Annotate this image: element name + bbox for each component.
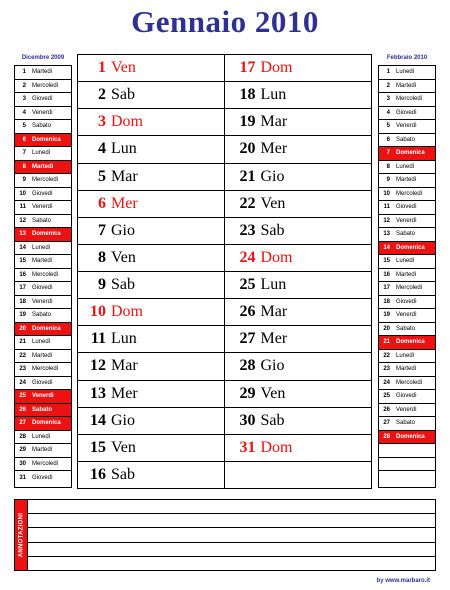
mini-day-row: [379, 215, 435, 229]
mini-day-row: [379, 174, 435, 188]
day-number: 2: [98, 86, 106, 104]
day-cell[interactable]: [225, 109, 372, 136]
month-grid: [77, 54, 372, 489]
mini-day-name: Martedì: [32, 163, 54, 170]
mini-day-name: Sabato: [396, 420, 416, 427]
notes-line[interactable]: [28, 543, 435, 557]
day-name: Sab: [111, 276, 135, 294]
day-name: Gio: [111, 411, 135, 429]
mini-day-row: [379, 363, 435, 377]
mini-day-row: [379, 458, 435, 472]
day-number: 8: [98, 248, 106, 266]
mini-day-row: [15, 296, 71, 310]
day-number: 5: [98, 167, 106, 185]
day-name: Dom: [260, 59, 293, 77]
mini-day-row: [15, 363, 71, 377]
mini-day-number: 1: [22, 69, 26, 76]
mini-day-number: 21: [19, 339, 26, 346]
notes-line[interactable]: [28, 528, 435, 542]
mini-day-number: 14: [383, 244, 390, 251]
day-cell[interactable]: [78, 272, 224, 299]
mini-day-row: [15, 66, 71, 80]
mini-day-row: [15, 201, 71, 215]
mini-day-number: 5: [22, 123, 26, 130]
mini-day-number: 7: [386, 150, 390, 157]
mini-day-number: 1: [386, 69, 390, 76]
mini-day-row: [379, 444, 435, 458]
mini-day-number: 8: [22, 163, 26, 170]
day-name: Ven: [260, 194, 286, 212]
day-name: Lun: [111, 140, 137, 158]
mini-day-name: Mercoledì: [396, 190, 423, 197]
mini-day-row: [15, 93, 71, 107]
day-cell[interactable]: [78, 136, 224, 163]
day-number: 21: [239, 167, 256, 185]
day-number: 7: [98, 221, 106, 239]
mini-day-name: Mercoledì: [32, 271, 59, 278]
day-name: Lun: [260, 86, 287, 104]
credit-link[interactable]: by www.marbaro.it: [376, 578, 430, 584]
mini-day-name: Mercoledì: [396, 379, 423, 386]
mini-day-name: Domenica: [396, 433, 425, 440]
day-cell[interactable]: [225, 218, 372, 245]
mini-day-name: Sabato: [32, 217, 52, 224]
mini-day-number: 6: [386, 136, 390, 143]
mini-day-name: Lunedì: [396, 352, 415, 359]
mini-day-row: [379, 201, 435, 215]
day-cell[interactable]: [225, 299, 372, 326]
mini-day-name: Martedì: [32, 69, 53, 76]
mini-day-number: 23: [19, 366, 26, 373]
mini-day-name: Venerdì: [396, 123, 417, 130]
day-number: 16: [90, 465, 106, 483]
mini-day-name: Mercoledì: [32, 366, 59, 373]
mini-day-name: Mercoledì: [32, 82, 59, 89]
day-name: Sab: [260, 221, 285, 239]
mini-day-name: Martedì: [32, 258, 53, 265]
mini-day-number: 15: [19, 258, 26, 265]
next-month-label: Febbraio 2010: [386, 55, 428, 61]
mini-day-number: 10: [383, 190, 390, 197]
mini-day-name: Lunedì: [396, 163, 415, 170]
mini-day-name: Venerdì: [396, 312, 417, 319]
mini-day-name: Martedì: [396, 177, 417, 184]
mini-day-name: Domenica: [32, 136, 61, 143]
day-cell[interactable]: [78, 109, 224, 136]
mini-day-number: 20: [383, 325, 390, 332]
day-name: Gio: [260, 167, 285, 185]
mini-day-number: 7: [22, 150, 26, 157]
day-cell[interactable]: [78, 218, 224, 245]
day-number: 12: [90, 357, 106, 375]
prev-month-label: Dicembre 2009: [21, 55, 65, 61]
mini-day-row: [379, 147, 435, 161]
day-cell[interactable]: [225, 272, 372, 299]
mini-day-number: 12: [383, 217, 390, 224]
mini-day-name: Domenica: [32, 231, 61, 238]
mini-day-name: Giovedì: [32, 96, 53, 103]
mini-day-number: 8: [386, 163, 390, 170]
day-name: Gio: [260, 357, 285, 375]
day-name: Ven: [111, 248, 136, 266]
mini-day-row: [379, 255, 435, 269]
mini-day-row: [379, 377, 435, 391]
mini-day-number: 5: [386, 123, 390, 130]
mini-day-row: [15, 228, 71, 242]
mini-day-name: Sabato: [32, 406, 53, 413]
mini-day-row: [15, 377, 71, 391]
mini-day-number: 29: [19, 447, 26, 454]
day-number: 18: [239, 86, 256, 104]
day-name: Mar: [111, 357, 138, 375]
day-name: Mar: [260, 303, 288, 321]
mini-day-name: Lunedì: [32, 433, 51, 440]
mini-day-row: [15, 336, 71, 350]
day-cell[interactable]: [225, 82, 372, 109]
mini-day-name: Domenica: [32, 325, 61, 332]
mini-day-name: Venerdì: [32, 298, 53, 305]
mini-day-name: Giovedì: [32, 474, 53, 481]
day-number: 15: [90, 438, 106, 456]
day-name: Dom: [260, 438, 293, 456]
mini-day-number: 3: [386, 96, 390, 103]
day-number: 13: [90, 384, 106, 402]
mini-day-number: 18: [383, 298, 390, 305]
day-cell[interactable]: [225, 435, 372, 462]
mini-day-number: 25: [19, 393, 26, 400]
day-number: 20: [239, 140, 256, 158]
mini-day-number: 22: [383, 352, 390, 359]
mini-day-number: 2: [386, 82, 390, 89]
day-name: Ven: [111, 59, 136, 77]
day-cell[interactable]: [225, 245, 372, 272]
mini-day-row: [15, 390, 71, 404]
day-name: Sab: [111, 465, 135, 483]
mini-day-name: Giovedì: [396, 393, 417, 400]
mini-day-name: Martedì: [396, 82, 417, 89]
mini-day-name: Domenica: [32, 420, 61, 427]
notes-lines: [28, 500, 435, 570]
mini-day-row: [379, 66, 435, 80]
mini-day-row: [379, 161, 435, 175]
notes-line[interactable]: [28, 557, 435, 570]
day-name: Dom: [260, 248, 293, 266]
mini-day-number: 13: [383, 231, 390, 238]
day-name: Sab: [111, 86, 135, 104]
mini-day-name: Domenica: [396, 339, 425, 346]
mini-day-number: 31: [19, 474, 26, 481]
mini-day-number: 19: [383, 312, 390, 319]
mini-day-number: 26: [19, 406, 26, 413]
mini-day-row: [379, 80, 435, 94]
mini-day-number: 14: [19, 244, 26, 251]
mini-day-number: 18: [19, 298, 26, 305]
mini-day-name: Giovedì: [396, 204, 417, 211]
day-number: 4: [98, 140, 106, 158]
day-number: 28: [239, 357, 256, 375]
mini-day-number: 22: [19, 352, 26, 359]
mini-day-row: [15, 188, 71, 202]
mini-day-number: 13: [19, 231, 26, 238]
day-name: Lun: [111, 330, 137, 348]
mini-day-name: Lunedì: [396, 258, 415, 265]
mini-day-name: Venerdì: [396, 406, 417, 413]
mini-day-number: 21: [383, 339, 390, 346]
mini-day-row: [15, 309, 71, 323]
mini-day-name: Venerdì: [396, 217, 417, 224]
day-name: Dom: [111, 113, 143, 131]
mini-day-row: [15, 161, 71, 175]
mini-day-row: [15, 174, 71, 188]
day-cell[interactable]: [78, 462, 224, 488]
mini-day-name: Sabato: [32, 123, 52, 130]
mini-day-name: Lunedì: [32, 244, 51, 251]
mini-day-row: [15, 350, 71, 364]
mini-day-number: 28: [19, 433, 26, 440]
day-cell[interactable]: [78, 245, 224, 272]
mini-day-number: 15: [383, 258, 390, 265]
day-number: 14: [90, 411, 106, 429]
day-cell[interactable]: [225, 381, 372, 408]
notes-tab: [15, 500, 28, 570]
mini-day-row: [379, 404, 435, 418]
day-cell[interactable]: [225, 353, 372, 380]
day-name: Mer: [111, 194, 138, 212]
mini-day-row: [379, 296, 435, 310]
mini-day-number: 2: [22, 82, 26, 89]
mini-day-row: [15, 404, 71, 418]
mini-day-name: Sabato: [396, 325, 416, 332]
mini-day-number: 11: [19, 204, 26, 211]
mini-day-number: 9: [386, 177, 390, 184]
mini-day-number: 19: [19, 312, 26, 319]
mini-day-row: [379, 120, 435, 134]
mini-day-row: [379, 107, 435, 121]
day-cell[interactable]: [78, 191, 224, 218]
mini-day-row: [15, 147, 71, 161]
mini-day-name: Giovedì: [396, 109, 417, 116]
day-name: Gio: [111, 221, 135, 239]
notes-box: [14, 499, 436, 571]
day-cell[interactable]: [78, 299, 224, 326]
day-cell[interactable]: [78, 435, 224, 462]
day-cell[interactable]: [78, 55, 224, 82]
mini-day-name: Sabato: [32, 312, 52, 319]
mini-day-row: [379, 471, 435, 485]
notes-line[interactable]: [28, 500, 435, 514]
mini-day-row: [15, 444, 71, 458]
mini-day-number: 6: [22, 136, 26, 143]
mini-day-name: Sabato: [396, 136, 416, 143]
day-name: Sab: [260, 411, 285, 429]
day-cell[interactable]: [225, 191, 372, 218]
day-number: 24: [239, 248, 256, 266]
mini-day-row: [379, 390, 435, 404]
day-name: Mar: [111, 167, 138, 185]
mini-day-number: 27: [19, 420, 26, 427]
mini-day-name: Mercoledì: [32, 460, 59, 467]
day-cell[interactable]: [225, 164, 372, 191]
day-number: 6: [98, 194, 106, 212]
day-name: Ven: [260, 384, 286, 402]
day-number: 26: [239, 303, 256, 321]
day-name: Mer: [111, 384, 138, 402]
day-cell[interactable]: [225, 55, 372, 82]
day-cell[interactable]: [225, 326, 372, 353]
day-cell[interactable]: [78, 353, 224, 380]
mini-day-number: 16: [19, 271, 26, 278]
mini-day-row: [15, 458, 71, 472]
day-cell[interactable]: [78, 381, 224, 408]
mini-day-row: [379, 336, 435, 350]
month-grid-left-column: [78, 55, 225, 488]
mini-day-number: 23: [383, 366, 390, 373]
mini-day-name: Venerdì: [32, 204, 53, 211]
mini-day-number: 16: [383, 271, 390, 278]
day-name: Mer: [260, 140, 288, 158]
day-number: 10: [90, 303, 106, 321]
day-number: 3: [98, 113, 106, 131]
mini-day-name: Giovedì: [32, 379, 53, 386]
prev-month-calendar: [14, 65, 72, 488]
mini-day-row: [15, 242, 71, 256]
mini-day-row: [379, 134, 435, 148]
mini-day-number: 10: [19, 190, 26, 197]
day-name: Mer: [260, 330, 288, 348]
mini-day-row: [15, 323, 71, 337]
mini-day-row: [15, 107, 71, 121]
mini-day-row: [379, 269, 435, 283]
mini-day-number: 26: [383, 406, 390, 413]
page-title: Gennaio 2010: [131, 4, 319, 39]
day-number: 27: [239, 330, 256, 348]
mini-day-number: 17: [383, 285, 390, 292]
day-number: 22: [239, 194, 256, 212]
mini-day-row: [379, 282, 435, 296]
notes-label: ANNOTAZIONI: [18, 512, 24, 558]
mini-day-name: Lunedì: [396, 69, 415, 76]
day-cell[interactable]: [78, 326, 224, 353]
day-number: 11: [90, 330, 106, 348]
day-number: 9: [98, 276, 106, 294]
mini-day-row: [15, 80, 71, 94]
day-name: Ven: [111, 438, 136, 456]
mini-day-row: [379, 323, 435, 337]
notes-line[interactable]: [28, 514, 435, 528]
mini-day-name: Giovedì: [32, 285, 53, 292]
mini-day-row: [379, 93, 435, 107]
month-grid-right-column: [225, 55, 372, 488]
day-number: 25: [239, 276, 256, 294]
day-cell[interactable]: [225, 408, 372, 435]
mini-day-number: 24: [19, 379, 26, 386]
mini-day-number: 11: [383, 204, 390, 211]
day-number: 1: [98, 59, 106, 77]
day-cell[interactable]: [78, 408, 224, 435]
mini-day-number: 17: [19, 285, 26, 292]
mini-day-number: 4: [386, 109, 390, 116]
mini-day-name: Martedì: [396, 271, 417, 278]
mini-day-row: [379, 431, 435, 445]
mini-day-row: [379, 309, 435, 323]
mini-day-name: Venerdì: [32, 109, 53, 116]
mini-day-name: Lunedì: [32, 339, 51, 346]
mini-day-row: [15, 215, 71, 229]
mini-day-row: [15, 120, 71, 134]
mini-day-row: [379, 350, 435, 364]
mini-day-name: Sabato: [396, 231, 416, 238]
mini-day-row: [15, 255, 71, 269]
mini-day-row: [379, 188, 435, 202]
mini-day-row: [379, 417, 435, 431]
mini-day-name: Giovedì: [32, 190, 53, 197]
mini-day-name: Mercoledì: [396, 96, 423, 103]
mini-day-number: 27: [383, 420, 390, 427]
day-name: Mar: [260, 113, 288, 131]
next-month-calendar: [378, 65, 436, 488]
mini-day-number: 28: [383, 433, 390, 440]
day-number: 31: [239, 438, 256, 456]
mini-day-row: [15, 471, 71, 485]
day-number: 23: [239, 221, 256, 239]
mini-day-row: [15, 431, 71, 445]
day-cell[interactable]: [225, 136, 372, 163]
day-name: Lun: [260, 276, 287, 294]
mini-day-row: [379, 228, 435, 242]
mini-day-row: [15, 417, 71, 431]
mini-day-name: Martedì: [396, 366, 417, 373]
day-cell[interactable]: [225, 462, 372, 488]
day-name: Dom: [111, 303, 143, 321]
mini-day-name: Venerdì: [32, 393, 54, 400]
mini-day-number: 24: [383, 379, 390, 386]
day-cell[interactable]: [78, 164, 224, 191]
mini-day-number: 20: [19, 325, 26, 332]
mini-day-name: Giovedì: [396, 298, 417, 305]
mini-day-number: 3: [22, 96, 26, 103]
mini-day-name: Mercoledì: [32, 177, 59, 184]
mini-day-name: Martedì: [32, 447, 53, 454]
day-number: 19: [239, 113, 256, 131]
mini-day-row: [15, 269, 71, 283]
mini-day-name: Domenica: [396, 150, 425, 157]
mini-day-row: [15, 134, 71, 148]
day-number: 29: [239, 384, 256, 402]
mini-day-row: [15, 282, 71, 296]
mini-day-number: 12: [19, 217, 26, 224]
mini-day-number: 9: [22, 177, 26, 184]
mini-day-row: [379, 242, 435, 256]
day-number: 17: [239, 59, 256, 77]
day-number: 30: [239, 411, 256, 429]
mini-day-name: Domenica: [396, 244, 425, 251]
mini-day-number: 4: [22, 109, 26, 116]
mini-day-number: 25: [383, 393, 390, 400]
mini-day-number: 30: [19, 460, 26, 467]
day-cell[interactable]: [78, 82, 224, 109]
mini-day-name: Mercoledì: [396, 285, 423, 292]
mini-day-name: Lunedì: [32, 150, 51, 157]
mini-day-name: Martedì: [32, 352, 53, 359]
